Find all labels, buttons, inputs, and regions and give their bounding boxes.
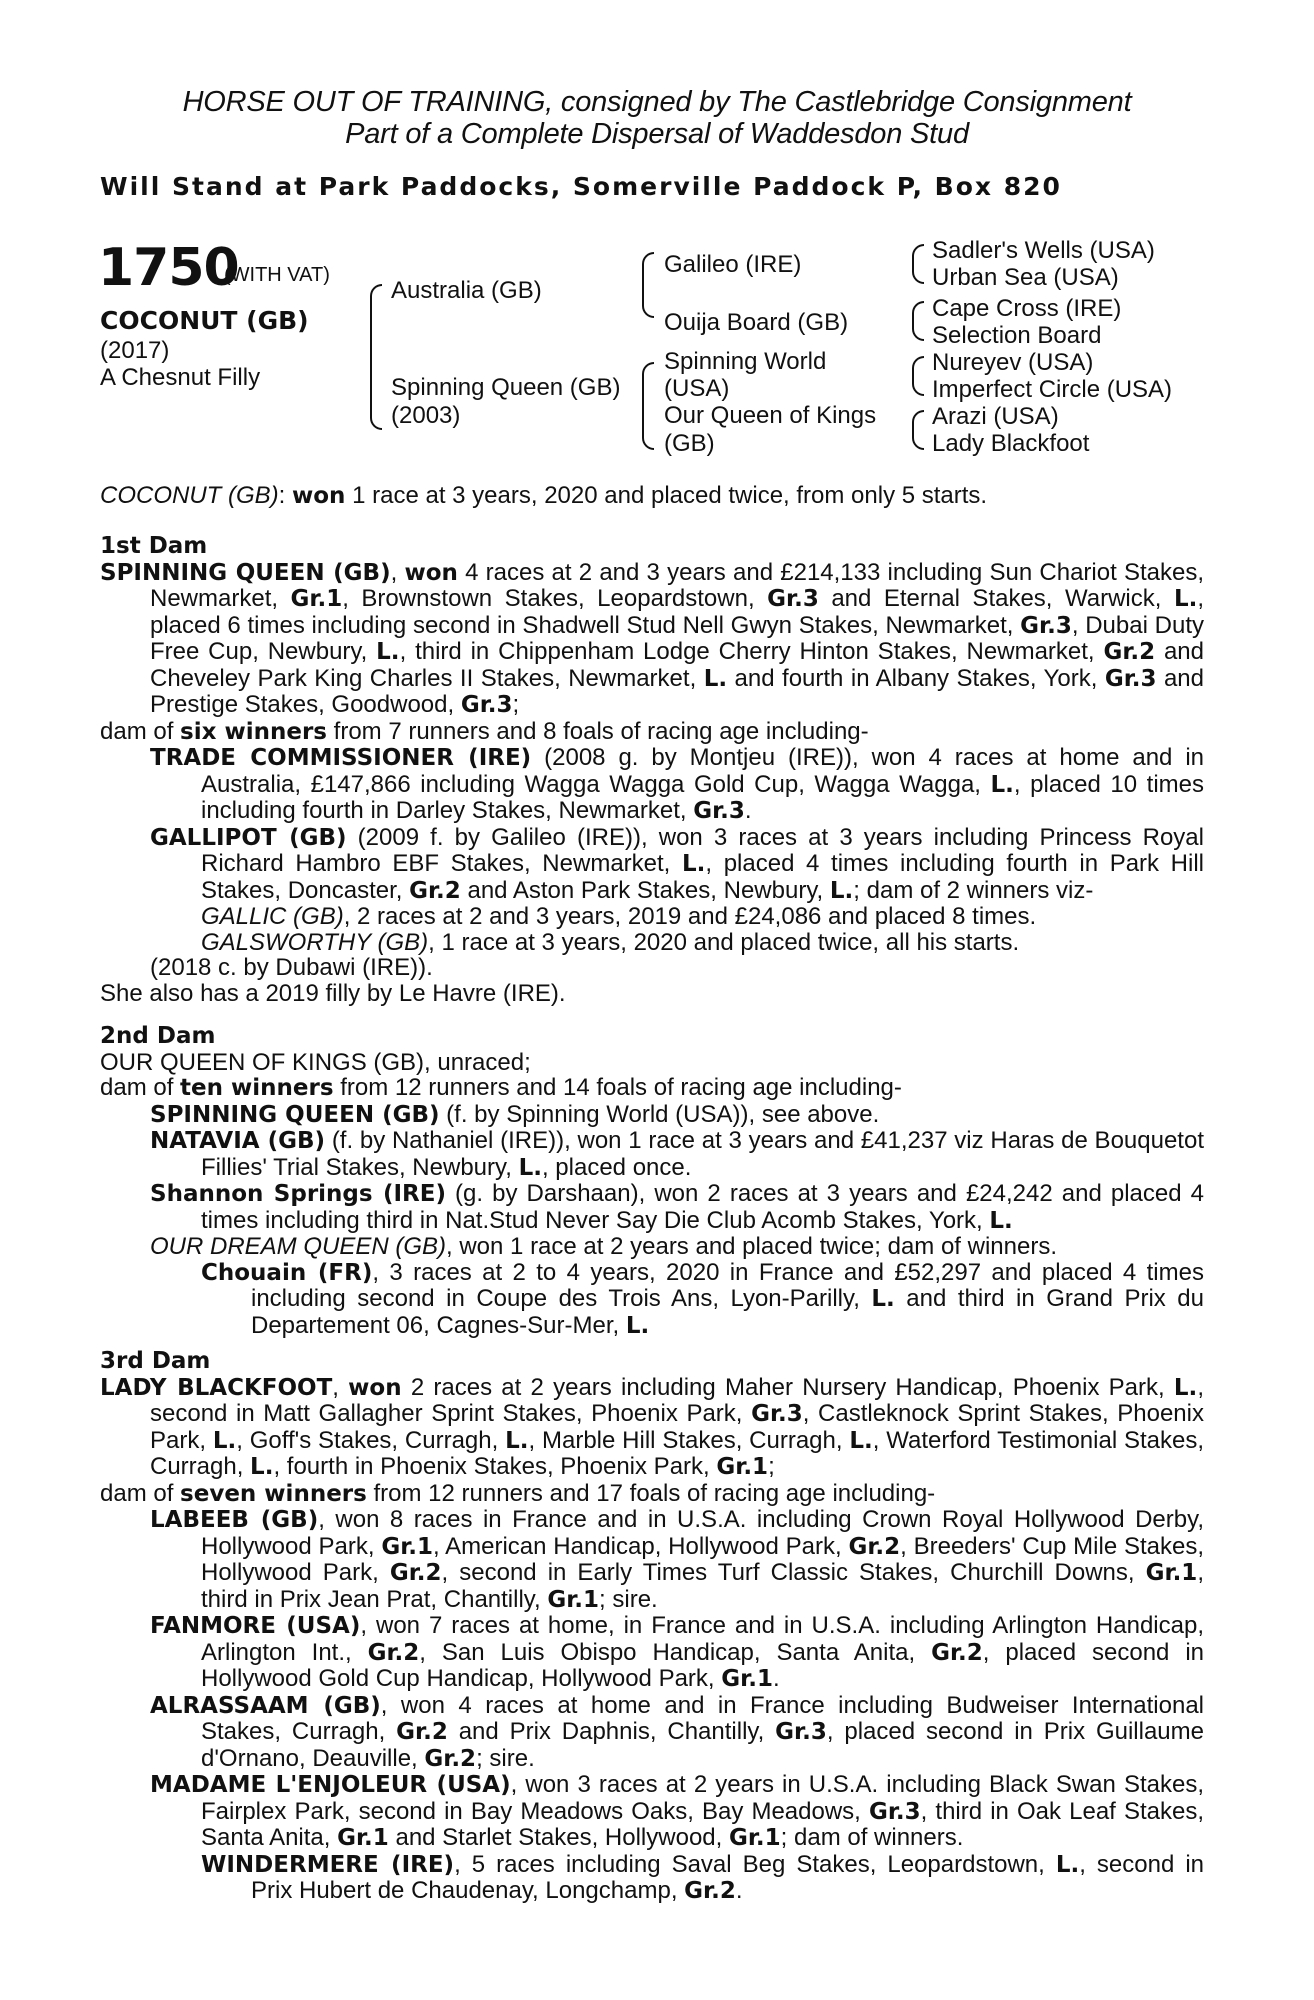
pedigree-ds-sire: Nureyev (USA) <box>932 349 1094 376</box>
produce-item: TRADE COMMISSIONER (IRE) (2008 g. by Montjeu (IRE)), won 4 races at home and in Australia, £147,866 including Wagga Wagga Gold Cup, Wagga Wagga, L., placed 10 times including fourth in Darley Stakes, Newmarket, Gr.3. <box>150 744 1204 824</box>
horse-year: (2017) <box>100 337 170 364</box>
summary-horse: COCONUT (GB) <box>100 482 279 509</box>
produce-note: She also has a 2019 filly by Le Havre (IRE). <box>100 979 566 1007</box>
produce-item: MADAME L'ENJOLEUR (USA), won 3 races at 2 years in U.S.A. including Black Swan Stakes, Fairplex Park, second in Bay Meadows Oaks, Bay Meadows, Gr.3, third in Oak Leaf Stakes, Santa Anita, Gr.1 and Starlet Stakes, Hollywood, Gr.1; dam of winners. <box>150 1771 1205 1851</box>
pedigree-ds-dam: Imperfect Circle (USA) <box>932 376 1173 403</box>
produce-item: FANMORE (USA), won 7 races at home, in France and in U.S.A. including Arlington Handicap, Arlington Int., Gr.2, San Luis Obispo Handicap, Santa Anita, Gr.2, placed second in Hollywood Gold Cup Handicap, Hollywood Park, Gr.1. <box>150 1612 1205 1692</box>
produce-item: GALLIPOT (GB) (2009 f. by Galileo (IRE)), won 3 races at 3 years including Princess Royal Richard Hambro EBF Stakes, Newmarket, L., placed 4 times including fourth in Park Hill Stakes, Doncaster, Gr.2 and Aston Park Stakes, Newbury, L.; dam of 2 winners viz- <box>150 823 1205 904</box>
pedigree-sire-dam: Ouija Board (GB) <box>664 309 849 336</box>
pedigree-ss-dam: Urban Sea (USA) <box>932 264 1119 291</box>
first-dam-section <box>100 534 1204 1006</box>
produce-item: LABEEB (GB), won 8 races in France and in U.S.A. including Crown Royal Hollywood Derby, Hollywood Park, Gr.1, American Handicap, Hollywood Park, Gr.2, Breeders' Cup Mile Stakes, Hollywood Park, Gr.2, second in Early Times Turf Classic Stakes, Churchill Downs, Gr.1, third in Prix Jean Prat, Chantilly, Gr.1; sire. <box>150 1506 1204 1613</box>
third-dam-produce-intro: dam of seven winners from 12 runners and 17 foals of racing age including- <box>100 1479 936 1507</box>
produce-item: SPINNING QUEEN (GB) (f. by Spinning World (USA)), see above. <box>150 1100 880 1128</box>
ss-bracket <box>912 244 924 284</box>
produce-item: NATAVIA (GB) (f. by Nathaniel (IRE)), won 1 race at 3 years and £41,237 viz Haras de Bouquetot Fillies' Trial Stakes, Newbury, L., placed once. <box>150 1127 1204 1181</box>
pedigree-sd-sire: Cape Cross (IRE) <box>932 295 1122 322</box>
third-dam-section <box>100 1349 1204 1905</box>
pedigree-sd-dam: Selection Board <box>932 322 1102 349</box>
third-dam-heading: 3rd Dam <box>100 1348 211 1374</box>
produce-item: ALRASSAAM (GB), won 4 races at home and in France including Budweiser International Stakes, Curragh, Gr.2 and Prix Daphnis, Chantilly, Gr.3, placed second in Prix Guillaume d'Ornano, Deauville, Gr.2; sire. <box>150 1691 1204 1772</box>
race-summary: COCONUT (GB): won 1 race at 3 years, 2020 and placed twice, from only 5 starts. <box>100 482 988 509</box>
produce-sub-item: GALSWORTHY (GB), 1 race at 3 years, 2020 and placed twice, all his starts. <box>201 928 1020 956</box>
second-dam-section <box>100 1024 1204 1339</box>
pedigree-dam-dam-2: (GB) <box>664 430 715 457</box>
consignor-line: HORSE OUT OF TRAINING, consigned by The Castlebridge Consignment <box>182 86 1132 118</box>
stand-location: Will Stand at Park Paddocks, Somerville Paddock P, Box 820 <box>100 172 1062 201</box>
pedigree-dam: Spinning Queen (GB) <box>391 374 621 401</box>
second-dam-produce-intro: dam of ten winners from 12 runners and 14 foals of racing age including- <box>100 1074 902 1101</box>
second-dam-heading: 2nd Dam <box>100 1023 216 1049</box>
pedigree-ss-sire: Sadler's Wells (USA) <box>932 237 1155 264</box>
pedigree-bracket <box>370 284 382 430</box>
dispersal-line: Part of a Complete Dispersal of Waddesdon Stud <box>345 118 969 150</box>
dd-bracket <box>912 410 924 450</box>
third-dam-record: LADY BLACKFOOT, won 2 races at 2 years including Maher Nursery Handicap, Phoenix Park, L., second in Matt Gallagher Sprint Stakes, Phoenix Park, Gr.3, Castleknock Sprint Stakes, Phoenix Park, L., Goff's Stakes, Curragh, L., Marble Hill Stakes, Curragh, L., Waterford Testimonial Stakes, Curragh, L., fourth in Phoenix Stakes, Phoenix Park, Gr.1; <box>100 1373 1205 1480</box>
produce-sub-item: GALLIC (GB), 2 races at 2 and 3 years, 2019 and £24,086 and placed 8 times. <box>201 903 1037 930</box>
second-dam-record: OUR QUEEN OF KINGS (GB), unraced; <box>100 1048 531 1076</box>
produce-item: Shannon Springs (IRE) (g. by Darshaan), won 2 races at 3 years and £24,242 and placed 4 times including third in Nat.Stud Never Say Die Club Acomb Stakes, York, L. <box>150 1180 1205 1234</box>
produce-sub-item: WINDERMERE (IRE), 5 races including Saval Beg Stakes, Leopardstown, L., second in Prix Hubert de Chaudenay, Longchamp, Gr.2. <box>201 1850 1204 1904</box>
first-dam-heading: 1st Dam <box>100 533 208 559</box>
dam-line-bracket <box>642 362 654 450</box>
pedigree-dam-year: (2003) <box>391 402 461 429</box>
horse-description: A Chesnut Filly <box>100 364 261 391</box>
first-dam-produce-intro: dam of six winners from 7 runners and 8 foals of racing age including- <box>100 717 869 745</box>
sd-bracket <box>912 301 924 341</box>
ds-bracket <box>912 356 924 396</box>
sire-line-bracket <box>642 252 654 318</box>
pedigree-dam-sire-2: (USA) <box>664 375 730 402</box>
lot-number: 1750 <box>98 238 239 298</box>
pedigree-sire: Australia (GB) <box>391 277 542 304</box>
pedigree-dam-sire-1: Spinning World <box>664 348 827 375</box>
vat-note: (WITH VAT) <box>224 264 330 286</box>
first-dam-record: SPINNING QUEEN (GB), won 4 races at 2 and 3 years and £214,133 including Sun Chariot Stakes, Newmarket, Gr.1, Brownstown Stakes, Leopardstown, Gr.3 and Eternal Stakes, Warwick, L., placed 6 times including second in Shadwell Stud Nell Gwyn Stakes, Newmarket, Gr.3, Dubai Duty Free Cup, Newbury, L., third in Chippenham Lodge Cherry Hinton Stakes, Newmarket, Gr.2 and Cheveley Park King Charles II Stakes, Newmarket, L. and fourth in Albany Stakes, York, Gr.3 and Prestige Stakes, Goodwood, Gr.3; <box>100 558 1205 718</box>
produce-item: OUR DREAM QUEEN (GB), won 1 race at 2 years and placed twice; dam of winners. <box>150 1233 1057 1260</box>
produce-sub-item: Chouain (FR), 3 races at 2 to 4 years, 2020 in France and £52,297 and placed 4 times including second in Coupe des Trois Ans, Lyon-Parilly, L. and third in Grand Prix du Departement 06, Cagnes-Sur-Mer, L. <box>201 1258 1204 1339</box>
pedigree-dd-sire: Arazi (USA) <box>932 403 1059 430</box>
pedigree-dam-dam-1: Our Queen of Kings <box>664 402 877 429</box>
pedigree-dd-dam: Lady Blackfoot <box>932 430 1090 457</box>
horse-name: COCONUT (GB) <box>100 306 309 335</box>
produce-item: (2018 c. by Dubawi (IRE)). <box>150 954 433 981</box>
pedigree-sire-sire: Galileo (IRE) <box>664 251 802 278</box>
